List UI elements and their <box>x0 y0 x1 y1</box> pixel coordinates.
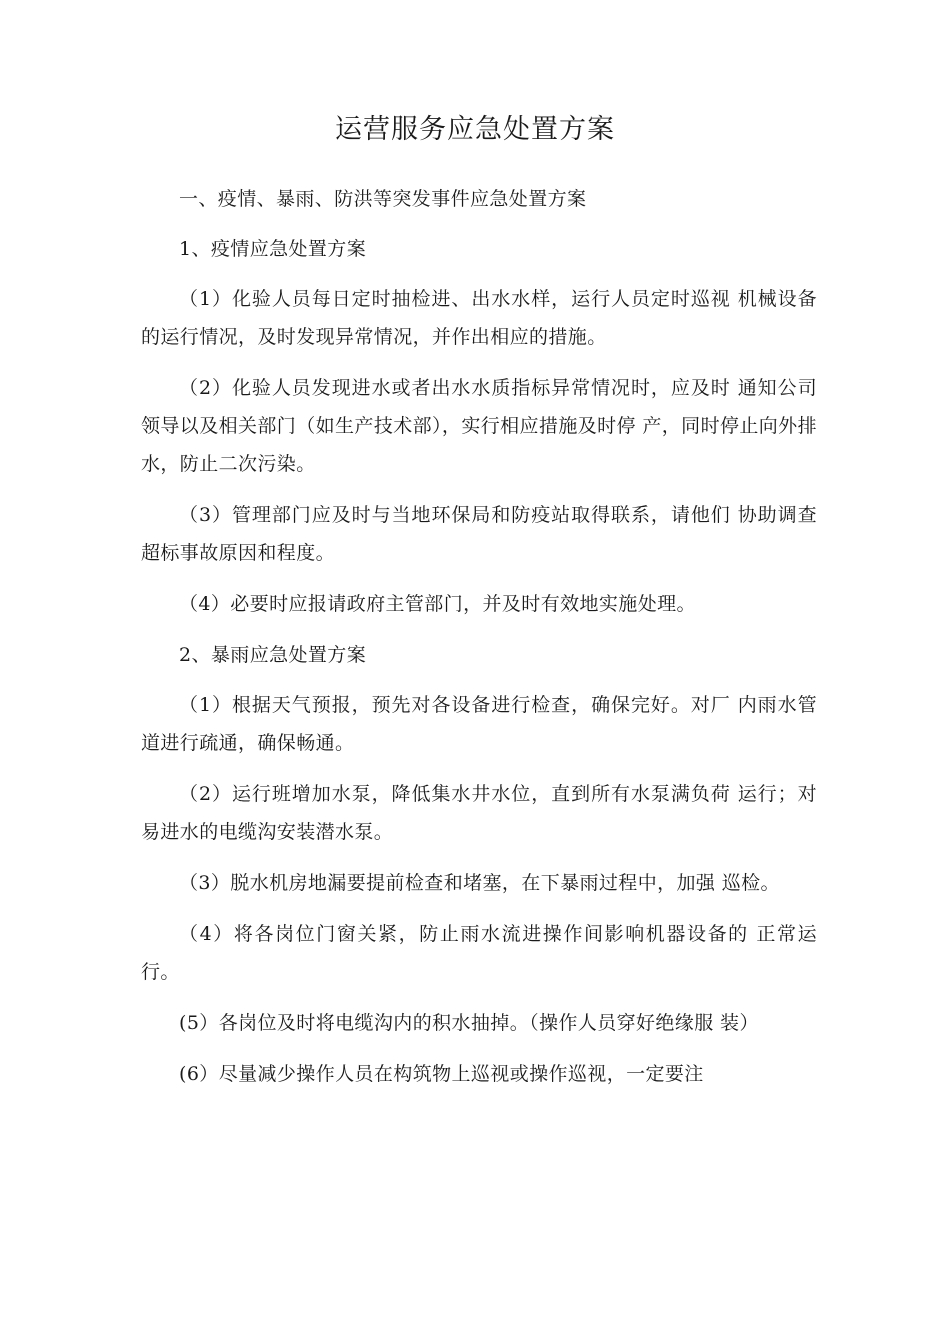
paragraph-rainstorm-1: （1）根据天气预报，预先对各设备进行检查，确保完好。对厂 内雨水管道进行疏通，确保畅通。 <box>141 694 817 754</box>
document-title: 运营服务应急处置方案 <box>335 114 615 145</box>
subsection-heading-epidemic: 1、疫情应急处置方案 <box>179 238 367 260</box>
paragraph-epidemic-4: （4）必要时应报请政府主管部门，并及时有效地实施处理。 <box>179 593 696 615</box>
paragraph-rainstorm-2: （2）运行班增加水泵，降低集水井水位，直到所有水泵满负荷 运行；对易进水的电缆沟安装潜水泵。 <box>141 783 817 843</box>
paragraph-rainstorm-4: （4）将各岗位门窗关紧，防止雨水流进操作间影响机器设备的 正常运行。 <box>141 923 817 983</box>
paragraph-rainstorm-5: (5）各岗位及时将电缆沟内的积水抽掉。（操作人员穿好绝缘服 装） <box>179 1012 759 1034</box>
subsection-heading-rainstorm: 2、暴雨应急处置方案 <box>179 644 367 666</box>
paragraph-epidemic-2: （2）化验人员发现进水或者出水水质指标异常情况时，应及时 通知公司领导以及相关部门（如生产技术部），实行相应措施及时停 产，同时停止向外排水，防止二次污染。 <box>141 377 817 475</box>
paragraph-epidemic-1: （1）化验人员每日定时抽检进、出水水样，运行人员定时巡视 机械设备的运行情况，及时发现异常情况，并作出相应的措施。 <box>141 288 817 348</box>
paragraph-epidemic-3: （3）管理部门应及时与当地环保局和防疫站取得联系，请他们 协助调查超标事故原因和程度。 <box>141 504 817 564</box>
section-heading-1: 一、疫情、暴雨、防洪等突发事件应急处置方案 <box>179 188 587 210</box>
paragraph-rainstorm-3: （3）脱水机房地漏要提前检查和堵塞，在下暴雨过程中，加强 巡检。 <box>179 872 780 894</box>
document-body <box>141 180 817 1106</box>
paragraph-rainstorm-6: (6）尽量减少操作人员在构筑物上巡视或操作巡视，一定要注 <box>179 1063 704 1085</box>
